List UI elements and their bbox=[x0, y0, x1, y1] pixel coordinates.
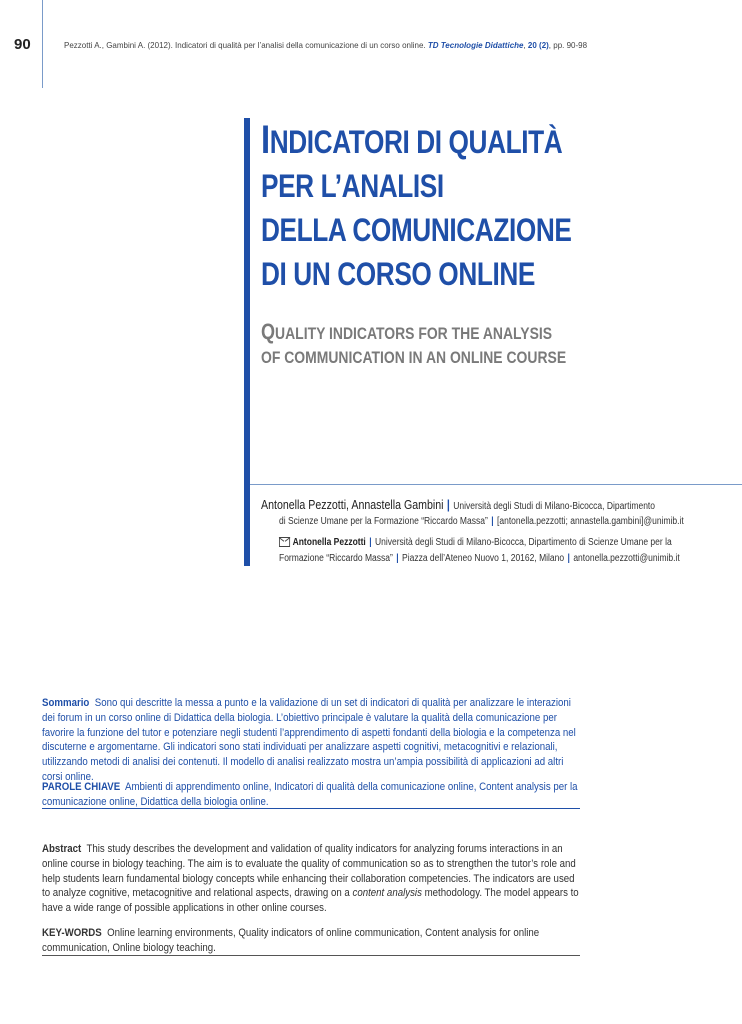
english-title bbox=[261, 320, 566, 370]
correspondence-email: antonella.pezzotti@unimib.it bbox=[573, 553, 680, 564]
citation: Pezzotti A., Gambini A. (2012). Indicatori di qualità per l’analisi della comunicazione di un corso online. bbox=[64, 40, 426, 50]
separator: | bbox=[567, 553, 570, 564]
envelope-icon bbox=[279, 537, 290, 547]
abstract-italic: content analysis bbox=[352, 887, 422, 900]
page-range: , pp. 90-98 bbox=[548, 40, 588, 50]
parole-chiave-text: Ambienti di apprendimento online, Indicatori di qualità della comunicazione online, Content analysis per la comunicazione online, Didattica della biologia online. bbox=[42, 781, 578, 808]
author-emails: [antonella.pezzotti; annastella.gambini]@unimib.it bbox=[496, 516, 684, 527]
correspondence-dept: Formazione “Riccardo Massa” bbox=[279, 553, 393, 564]
parole-chiave-section bbox=[42, 780, 581, 810]
affiliation-2: di Scienze Umane per la Formazione “Riccardo Massa” bbox=[279, 516, 488, 527]
article-title bbox=[261, 118, 571, 296]
correspondence-address-1: Università degli Studi di Milano-Bicocca, Dipartimento di Scienze Umane per la bbox=[374, 537, 672, 548]
keywords-label: KEY-WORDS bbox=[42, 927, 102, 939]
abstract-divider bbox=[42, 955, 580, 956]
separator: | bbox=[446, 498, 450, 512]
correspondence-line-2 bbox=[279, 553, 680, 564]
keywords-section bbox=[42, 926, 581, 956]
affiliation-1: Università degli Studi di Milano-Bicocca, Dipartimento bbox=[453, 501, 656, 512]
sommario-divider bbox=[42, 808, 580, 809]
correspondence-name: Antonella Pezzotti bbox=[292, 537, 366, 548]
author-names: Antonella Pezzotti, Annastella Gambini bbox=[261, 498, 444, 512]
title-line-4: DI UN CORSO ONLINE bbox=[261, 256, 535, 292]
sommario-label: Sommario bbox=[42, 697, 90, 709]
keywords-text: Online learning environments, Quality indicators of online communication, Content analysis for online communication, Online biology teaching. bbox=[42, 927, 540, 954]
abstract-section bbox=[42, 842, 581, 916]
subtitle-initial: Q bbox=[261, 319, 276, 344]
abstract-label: Abstract bbox=[42, 843, 82, 855]
title-line-3: DELLA COMUNICAZIONE bbox=[261, 212, 572, 248]
correspondence-address-2: Piazza dell’Ateneo Nuovo 1, 20162, Milano bbox=[402, 553, 565, 564]
title-initial: I bbox=[261, 118, 270, 162]
separator: | bbox=[491, 516, 494, 527]
separator: | bbox=[369, 537, 372, 548]
affiliation-line-2 bbox=[279, 516, 684, 527]
abstract-text-end: methodology. The model appears to have a wide range of possible applications in other online courses. bbox=[42, 887, 579, 915]
title-line-1: NDICATORI DI QUALITÀ bbox=[269, 124, 563, 160]
title-line-2: PER L’ANALISI bbox=[261, 168, 444, 204]
journal-name: TD Tecnologie Didattiche bbox=[427, 40, 524, 50]
correspondence-line-1 bbox=[279, 537, 672, 548]
sommario-text: Sono qui descritte la messa a punto e la validazione di un set di indicatori di qualità per analizzare le interazioni dei forum in un corso online di Didattica della biologia. L’obiettivo principale è valutare la qualità della comunicazione per favorire la funzione del tutor e potenziare negli studenti l’apprendimento di aspetti fondanti della biologia e la competenza nel discuterne e argomentarne. Gli indicatori sono stati individuati per analizzare aspetti cognitivi, metacognitivi e relazionali, utilizzando metodi di analisi dei contenuti. Il modello di analisi realizzato mostra un’ampia possibilità di applicazioni ad altri corsi online. bbox=[42, 697, 576, 783]
author-line bbox=[261, 498, 655, 512]
separator: | bbox=[396, 553, 399, 564]
author-divider bbox=[250, 484, 742, 485]
parole-chiave-label: PAROLE CHIAVE bbox=[42, 781, 121, 793]
sommario-section bbox=[42, 696, 581, 785]
subtitle-line-1: UALITY INDICATORS FOR THE ANALYSIS bbox=[275, 324, 553, 343]
abstract-text: This study describes the development and validation of quality indicators for analyzing forums interactions in an online course in biology teaching. The aim is to evaluate the quality of communication so as to strengthen the tutor’s role and help students learn fundamental biology concepts while enhancing their collaboration competencies. The indicators are used to analyze cognitive, metacognitive and relational aspects, drawing on a bbox=[42, 843, 576, 900]
margin-line bbox=[42, 0, 43, 88]
journal-volume: 20 (2) bbox=[527, 40, 549, 50]
title-accent-bar bbox=[244, 118, 250, 566]
running-header: Pezzotti A., Gambini A. (2012). Indicatori di qualità per l’analisi della comunicazione di un corso online. TD Tecnologie Didattiche, 20 (2), pp. 90-98 bbox=[64, 40, 588, 50]
page-number: 90 bbox=[14, 36, 31, 53]
subtitle-line-2: OF COMMUNICATION IN AN ONLINE COURSE bbox=[261, 348, 567, 367]
